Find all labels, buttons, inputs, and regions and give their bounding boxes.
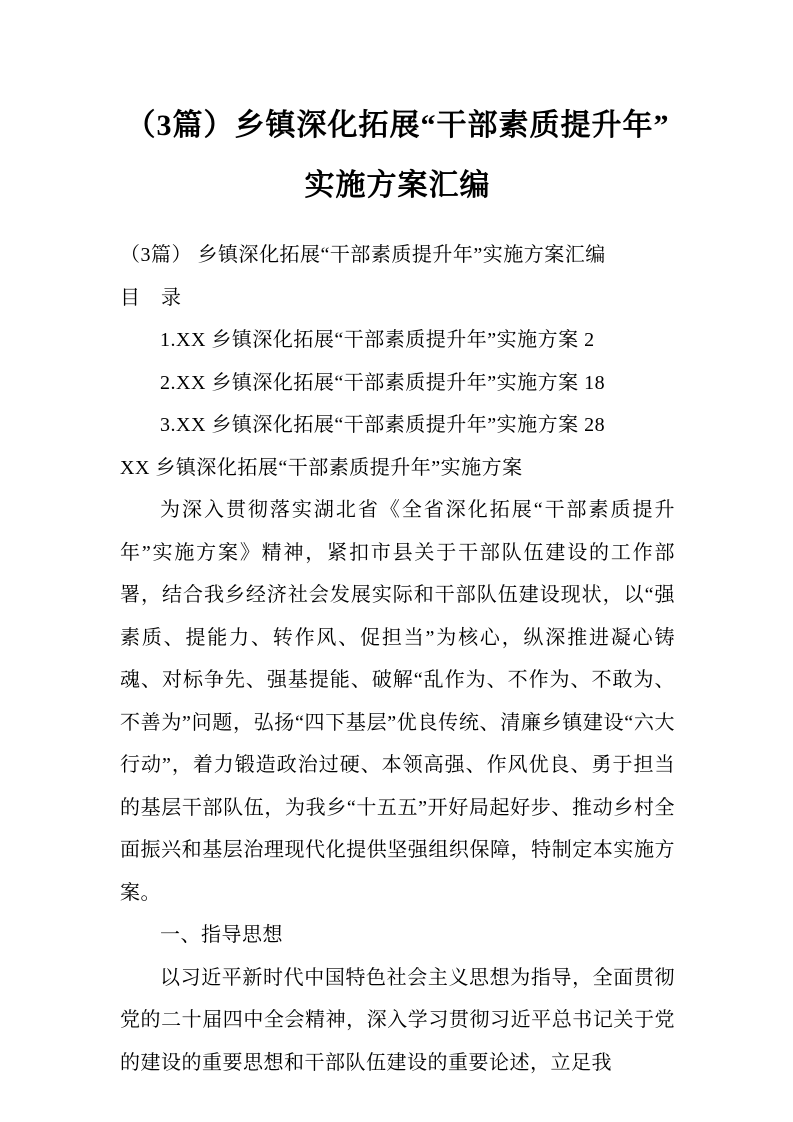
document-title — [120, 96, 675, 216]
document-body — [120, 234, 675, 1084]
body-paragraph: 以习近平新时代中国特色社会主义思想为指导，全面贯彻党的二十届四中全会精神，深入学习贯彻习近平总书记关于党的建设的重要思想和干部队伍建设的重要论述，立足我 — [120, 966, 675, 1074]
toc-entry-2: 2.XX 乡镇深化拓展“干部素质提升年”实施方案 18 — [160, 371, 606, 394]
toc-heading: 目 录 — [120, 286, 182, 309]
toc-entry-1: 1.XX 乡镇深化拓展“干部素质提升年”实施方案 2 — [160, 329, 595, 351]
heading-guiding-ideology: 一、指导思想 — [160, 924, 283, 946]
section-title: XX 乡镇深化拓展“干部素质提升年”实施方案 — [120, 456, 523, 479]
subtitle-line: （3篇） 乡镇深化拓展“干部素质提升年”实施方案汇编 — [120, 244, 606, 266]
title-line-2: 实施方案汇编 — [304, 169, 491, 202]
toc-entry-3: 3.XX 乡镇深化拓展“干部素质提升年”实施方案 28 — [160, 414, 606, 436]
title-line-1: （3篇）乡镇深化拓展“干部素质提升年” — [125, 109, 670, 142]
intro-paragraph: 为深入贯彻落实湖北省《全省深化拓展“干部素质提升年”实施方案》精神，紧扣市县关于干部队伍建设的工作部署，结合我乡经济社会发展实际和干部队伍建设现状，以“强素质、提能力、转作风、促担当”为核心，纵深推进凝心铸魂、对标争先、强基提能、破解“乱作为、不作为、不敢为、不善为”问题，弘扬“四下基层”优良传统、清廉乡镇建设“六大行动”，着力锻造政治过硬、本领高强、作风优良、勇于担当的基层干部队伍，为我乡“十五五”开好局起好步、推动乡村全面振兴和基层治理现代化提供坚强组织保障，特制定本实施方案。 — [120, 499, 675, 904]
